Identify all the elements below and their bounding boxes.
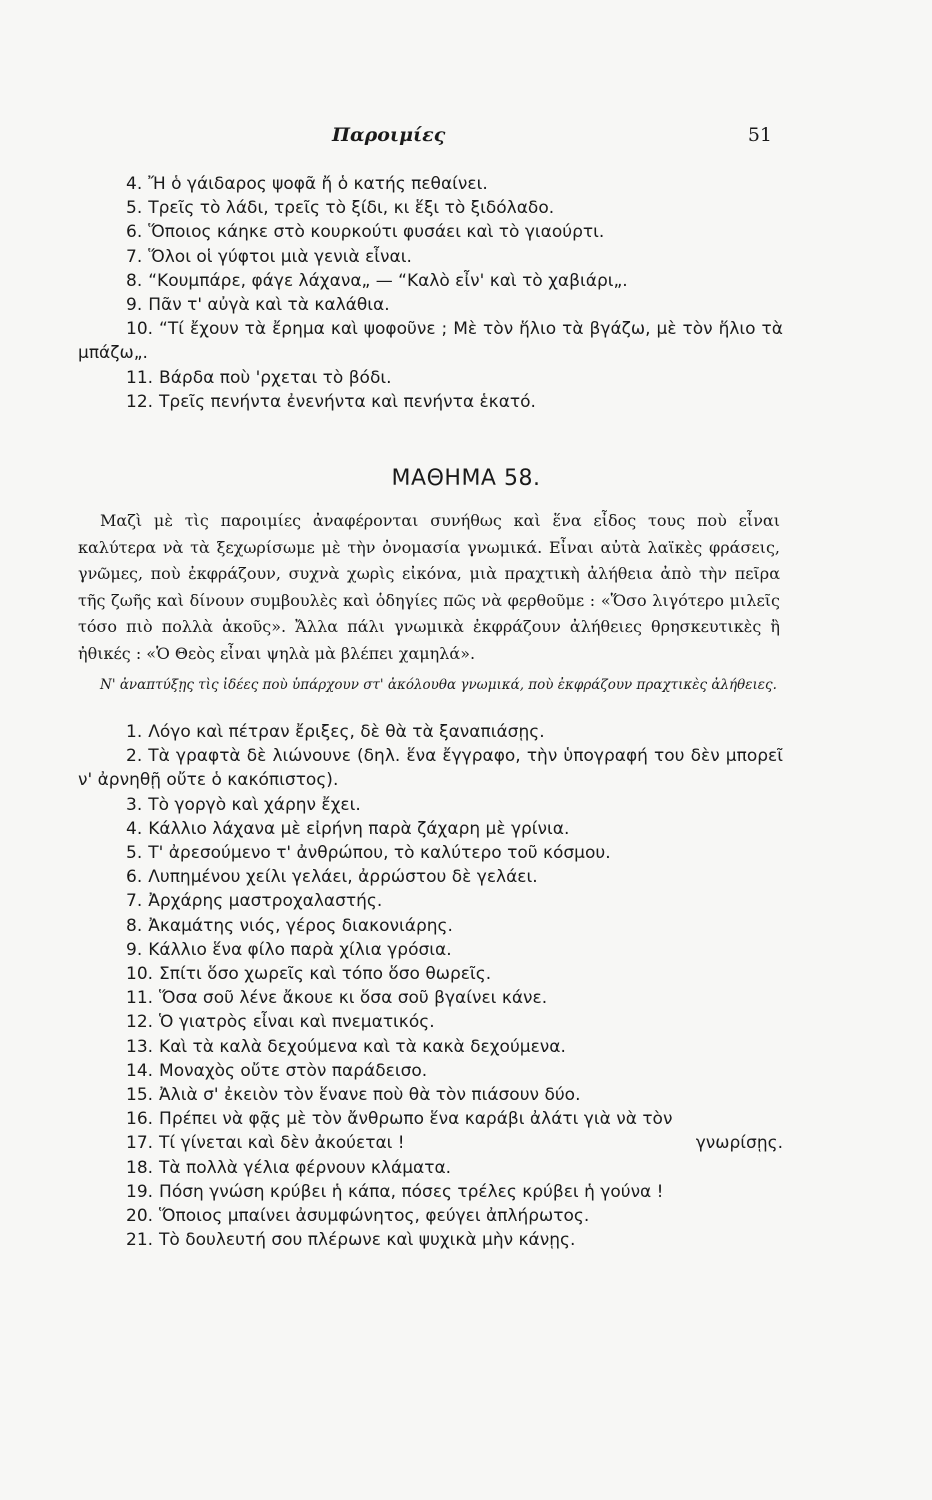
- list-item: 2. Τὰ γραφτὰ δὲ λιώνουνε (δηλ. ἕνα ἔγγραφο, τὴν ὑπογραφή του δὲν μπορεῖ ν' ἀρνηθῇ οὔτε ὁ κακόπιστος).: [78, 746, 783, 791]
- item-continuation: γνωρίσῃς.: [695, 1133, 783, 1154]
- list-item: 12. Τρεῖς πενήντα ἐνενήντα καὶ πενήντα ἑκατό.: [126, 391, 536, 412]
- list-item: 7. Ἀρχάρης μαστροχαλαστής.: [126, 891, 383, 912]
- list-item: 20. Ὅποιος μπαίνει ἀσυμφώνητος, φεύγει ἀπλήρωτος.: [126, 1206, 590, 1227]
- list-item: 8. Ἀκαμάτης νιός, γέρος διακονιάρης.: [126, 915, 453, 936]
- proverb-list-top: [78, 172, 783, 414]
- list-item: 6. Ὅποιος κάηκε στὸ κουρκούτι φυσάει καὶ τὸ γιαούρτι.: [126, 222, 605, 243]
- list-item: 16. Πρέπει νὰ φᾷς μὲ τὸν ἄνθρωπο ἕνα καράβι ἀλάτι γιὰ νὰ τὸν: [126, 1109, 673, 1130]
- maxim-list: [78, 720, 783, 1252]
- exercise-note: Ν' ἀναπτύξῃς τὶς ἰδέες ποὺ ὑπάρχουν στ' ἀκόλουθα γνωμικά, ποὺ ἐκφράζουν πραχτικὲς ἀλήθειες.: [100, 677, 777, 693]
- lesson-title: ΜΑΘΗΜΑ 58.: [391, 466, 541, 491]
- list-item: 3. Τὸ γοργὸ καὶ χάρην ἔχει.: [126, 794, 361, 815]
- list-item: 17. Τί γίνεται καὶ δὲν ἀκούεται ! γνωρίσῃς.: [78, 1131, 783, 1155]
- list-item: 10. Σπίτι ὅσο χωρεῖς καὶ τόπο ὅσο θωρεῖς.: [126, 964, 492, 985]
- list-item: 18. Τὰ πολλὰ γέλια φέρνουν κλάματα.: [126, 1157, 452, 1178]
- list-item: 7. Ὅλοι οἱ γύφτοι μιὰ γενιὰ εἶναι.: [126, 246, 412, 267]
- page-header: [0, 124, 932, 154]
- list-item: 8. “Κουμπάρε, φάγε λάχανα„ — “Καλὸ εἶν' καὶ τὸ χαβιάρι„.: [126, 270, 628, 291]
- list-item: 15. Ἀλιὰ σ' ἐκειὸν τὸν ἕνανε ποὺ θὰ τὸν πιάσουν δύο.: [126, 1085, 581, 1106]
- list-item: 4. Ἤ ὁ γάιδαρος ψοφᾶ ἤ ὁ κατής πεθαίνει.: [126, 174, 488, 194]
- list-item: 4. Κάλλιο λάχανα μὲ εἰρήνη παρὰ ζάχαρη μὲ γρίνια.: [126, 818, 570, 839]
- list-item: 19. Πόση γνώση κρύβει ἡ κάπα, πόσες τρέλες κρύβει ἡ γούνα !: [126, 1181, 664, 1202]
- list-item: 14. Μοναχὸς οὔτε στὸν παράδεισο.: [126, 1060, 428, 1081]
- intro-paragraph: Μαζὶ μὲ τὶς παροιμίες ἀναφέρονται συνήθως καὶ ἕνα εἶδος τους ποὺ εἶναι καλύτερα νὰ τὰ ξεχωρίσωμε μὲ τὴν ὀνομασία γνωμικά. Εἶναι αὐτὰ λαϊκὲς φράσεις, γνῶμες, ποὺ ἐκφράζουν, συχνὰ χωρὶς εἰκόνα, μιὰ πραχτικὴ ἀλήθεια ἀπὸ τὴν πεῖρα τῆς ζωῆς καὶ δίνουν συμβουλὲς καὶ ὁδηγίες πῶς νὰ φερθοῦμε : «Ὅσο λιγότερο μιλεῖς τόσο πιὸ πολλὰ ἀκοῦς». Ἄλλα πάλι γνωμικὰ ἐκφράζουν ἀλήθειες θρησκευτικὲς ἢ ἠθικές : «Ὁ Θεὸς εἶναι ψηλὰ μὰ βλέπει χαμηλά».: [78, 511, 780, 663]
- list-item: 12. Ὁ γιατρὸς εἶναι καὶ πνεματικός.: [126, 1012, 435, 1033]
- list-item: 11. Ὅσα σοῦ λένε ἄκουε κι ὅσα σοῦ βγαίνει κάνε.: [126, 988, 548, 1009]
- list-item: 1. Λόγο καὶ πέτραν ἔριξες, δὲ θὰ τὰ ξαναπιάσῃς.: [126, 722, 545, 742]
- list-item: 13. Καὶ τὰ καλὰ δεχούμενα καὶ τὰ κακὰ δεχούμενα.: [126, 1036, 566, 1057]
- page-number: 51: [747, 124, 772, 146]
- running-title: Παροιμίες: [332, 124, 446, 146]
- list-item: 9. Πᾶν τ' αὐγὰ καὶ τὰ καλάθια.: [126, 295, 390, 316]
- list-item: 21. Τὸ δουλευτή σου πλέρωνε καὶ ψυχικὰ μὴν κάνῃς.: [126, 1230, 576, 1251]
- list-item: 11. Βάρδα ποὺ 'ρχεται τὸ βόδι.: [126, 367, 392, 388]
- list-item: 9. Κάλλιο ἕνα φίλο παρὰ χίλια γρόσια.: [126, 939, 452, 960]
- list-item: 5. Τρεῖς τὸ λάδι, τρεῖς τὸ ξίδι, κι ἕξι τὸ ξιδόλαδο.: [126, 198, 555, 219]
- list-item: 6. Λυπημένου χείλι γελάει, ἀρρώστου δὲ γελάει.: [126, 867, 538, 888]
- list-item: 5. Τ' ἀρεσούμενο τ' ἀνθρώπου, τὸ καλύτερο τοῦ κόσμου.: [126, 843, 611, 864]
- list-item: 10. “Τί ἔχουν τὰ ἔρημα καὶ ψοφοῦνε ; Μὲ τὸν ἥλιο τὰ βγάζω, μὲ τὸν ἥλιο τὰ μπάζω„.: [78, 319, 783, 364]
